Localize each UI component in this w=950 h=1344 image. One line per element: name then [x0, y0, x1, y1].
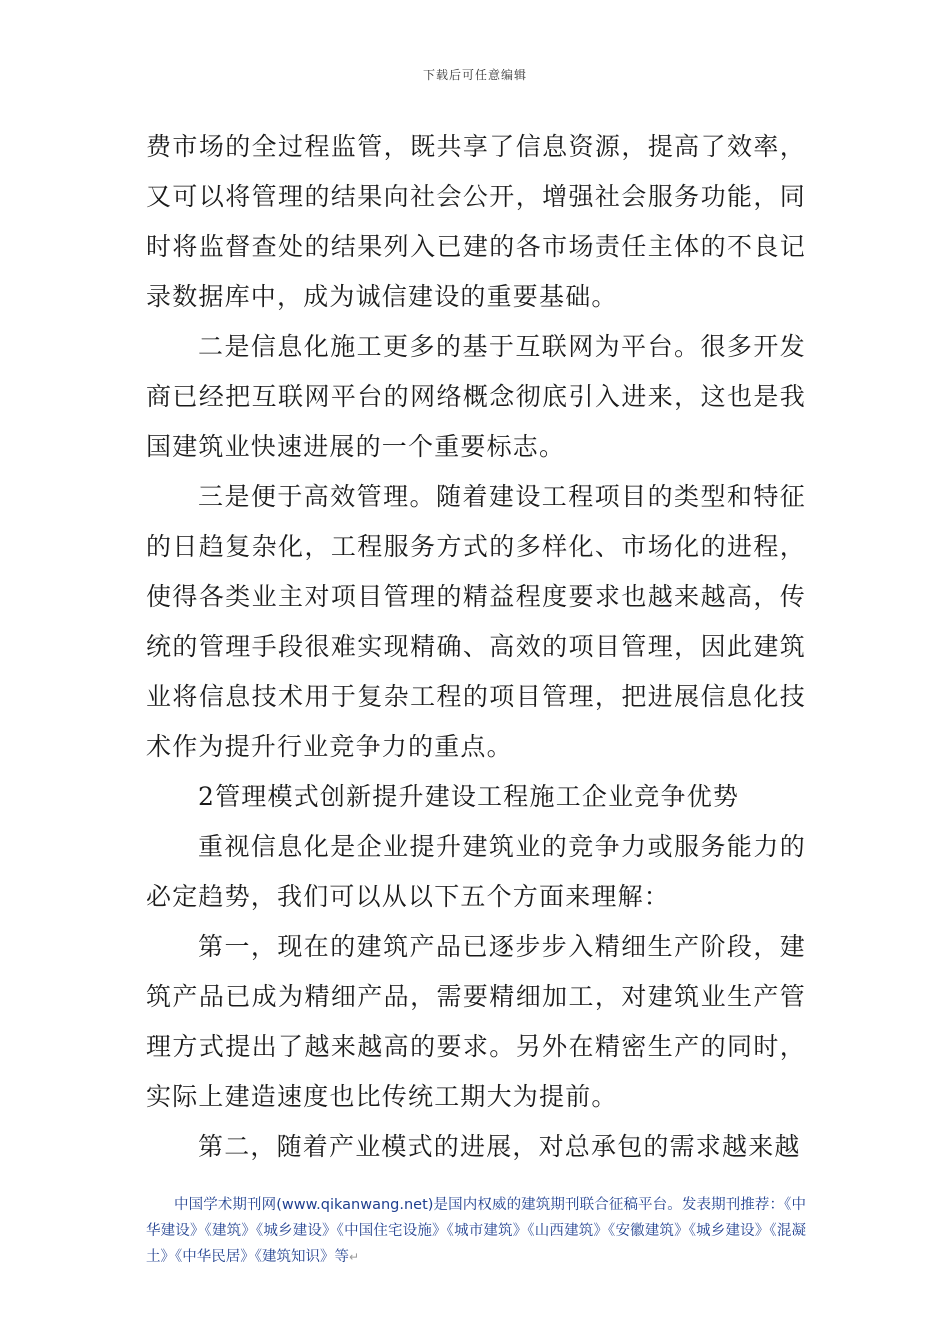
- section-heading: 2管理模式创新提升建设工程施工企业竞争优势: [198, 782, 740, 811]
- paragraph-continuation: 费市场的全过程监管，既共享了信息资源，提高了效率，又可以将管理的结果向社会公开，增强社会服务功能，同时将监督查处的结果列入已建的各市场责任主体的不良记录数据库中，成为诚信建设的重要基础。: [146, 132, 806, 311]
- footer-text: 中国学术期刊网(www.qikanwang.net)是国内权威的建筑期刊联合征稿平台。发表期刊推荐：《中华建设》《建筑》《城乡建设》《中国住宅设施》《城市建筑》《山西建筑》《安徽建筑》《城乡建设》《混凝土》《中华民居》《建筑知识》等: [146, 1197, 806, 1265]
- paragraph-informatization: 重视信息化是企业提升建筑业的竞争力或服务能力的必定趋势，我们可以从以下五个方面来理解：: [146, 832, 806, 911]
- paragraph-second-point: 第二，随着产业模式的进展，对总承包的需求越来越: [198, 1132, 801, 1161]
- body-text: [146, 122, 806, 1172]
- paragraph-first-point: 第一，现在的建筑产品已逐步步入精细生产阶段，建筑产品已成为精细产品，需要精细加工，对建筑业生产管理方式提出了越来越高的要求。另外在精密生产的同时，实际上建造速度也比传统工期大为提前。: [146, 932, 806, 1111]
- paragraph-efficient-management: 三是便于高效管理。随着建设工程项目的类型和特征的日趋复杂化，工程服务方式的多样化、市场化的进程，使得各类业主对项目管理的精益程度要求也越来越高，传统的管理手段很难实现精确、高效的项目管理，因此建筑业将信息技术用于复杂工程的项目管理，把进展信息化技术作为提升行业竞争力的重点。: [146, 482, 806, 761]
- return-mark-icon: ↵: [349, 1250, 360, 1264]
- header-note: 下载后可任意编辑: [422, 68, 527, 82]
- footer-promo: [146, 1192, 806, 1270]
- paragraph-internet-platform: 二是信息化施工更多的基于互联网为平台。很多开发商已经把互联网平台的网络概念彻底引入进来，这也是我国建筑业快速进展的一个重要标志。: [146, 332, 806, 461]
